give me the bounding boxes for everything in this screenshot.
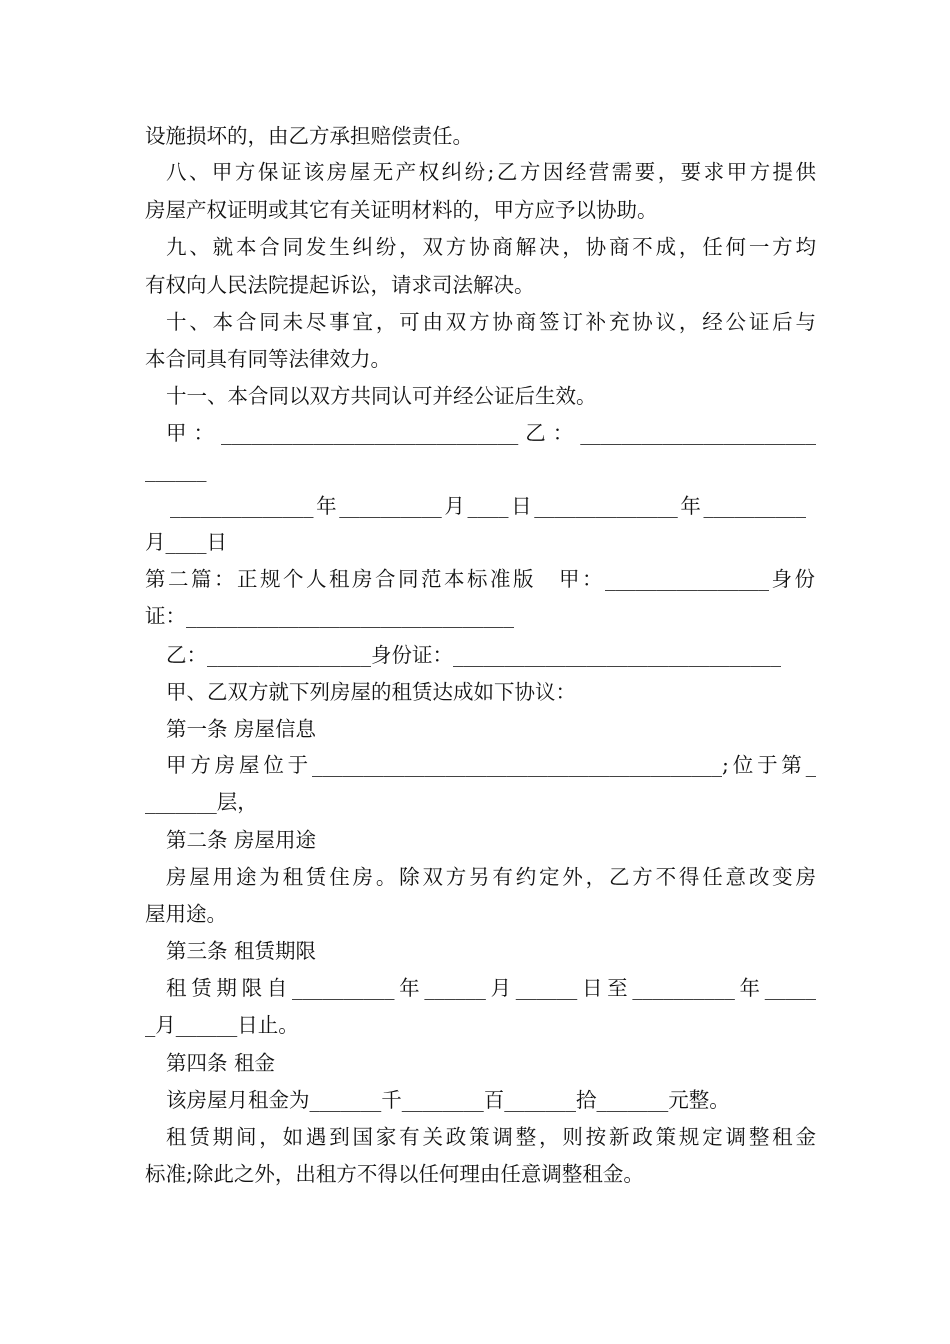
clause-10-line-1: 十、本合同未尽事宜，可由双方协商签订补充协议，经公证后与 [166,310,816,334]
signature-line: 甲：_____________________________乙：_______________________ [166,421,816,445]
section-2-heading-cont: 证：________________________________ [145,604,514,628]
article-4-title: 第四条 租金 [166,1051,276,1075]
clause-9-line-1: 九、就本合同发生纠纷，双方协商解决，协商不成，任何一方均 [166,235,816,259]
article-3-line-1: 租赁期限自__________年______月______日至__________年_____ [166,976,816,1000]
article-2-title: 第二条 房屋用途 [166,828,317,852]
article-4-line-2: 标准;除此之外，出租方不得以任何理由任意调整租金。 [145,1162,644,1186]
clause-9-line-2: 有权向人民法院提起诉讼，请求司法解决。 [145,273,535,297]
article-1-title: 第一条 房屋信息 [166,717,317,741]
signature-line-cont: ______ [145,458,207,482]
clause-11: 十一、本合同以双方共同认可并经公证后生效。 [166,384,597,408]
article-4-line-1: 租赁期间，如遇到国家有关政策调整，则按新政策规定调整租金 [166,1125,816,1149]
clause-10-line-2: 本合同具有同等法律效力。 [145,347,391,371]
article-3-title: 第三条 租赁期限 [166,939,317,963]
article-2-line-2: 屋用途。 [145,902,227,926]
date-line: ______________年__________月____日______________年__________ [170,494,806,518]
date-line-cont: 月____日 [145,530,227,554]
article-1-line-1: 甲方房屋位于________________________________________;位于第_ [166,753,816,777]
clause-8-line-2: 房屋产权证明或其它有关证明材料的，甲方应予以协助。 [145,198,658,222]
party-b-line: 乙：________________身份证：________________________________ [166,643,781,667]
section-2-heading: 第二篇：正规个人租房合同范本标准版 甲：________________身份 [145,567,815,591]
agreement-intro: 甲、乙双方就下列房屋的租赁达成如下协议： [166,680,576,704]
article-3-line-2: _月______日止。 [145,1013,299,1037]
article-2-line-1: 房屋用途为租赁住房。除双方另有约定外，乙方不得任意改变房 [166,865,816,889]
clause-8-line-1: 八、甲方保证该房屋无产权纠纷;乙方因经营需要，要求甲方提供 [166,160,816,184]
article-1-line-2: _______层， [145,790,258,814]
article-4-rent: 该房屋月租金为_______千________百_______拾_______元整。 [166,1088,730,1112]
text-line: 设施损坏的，由乙方承担赔偿责任。 [145,124,473,148]
